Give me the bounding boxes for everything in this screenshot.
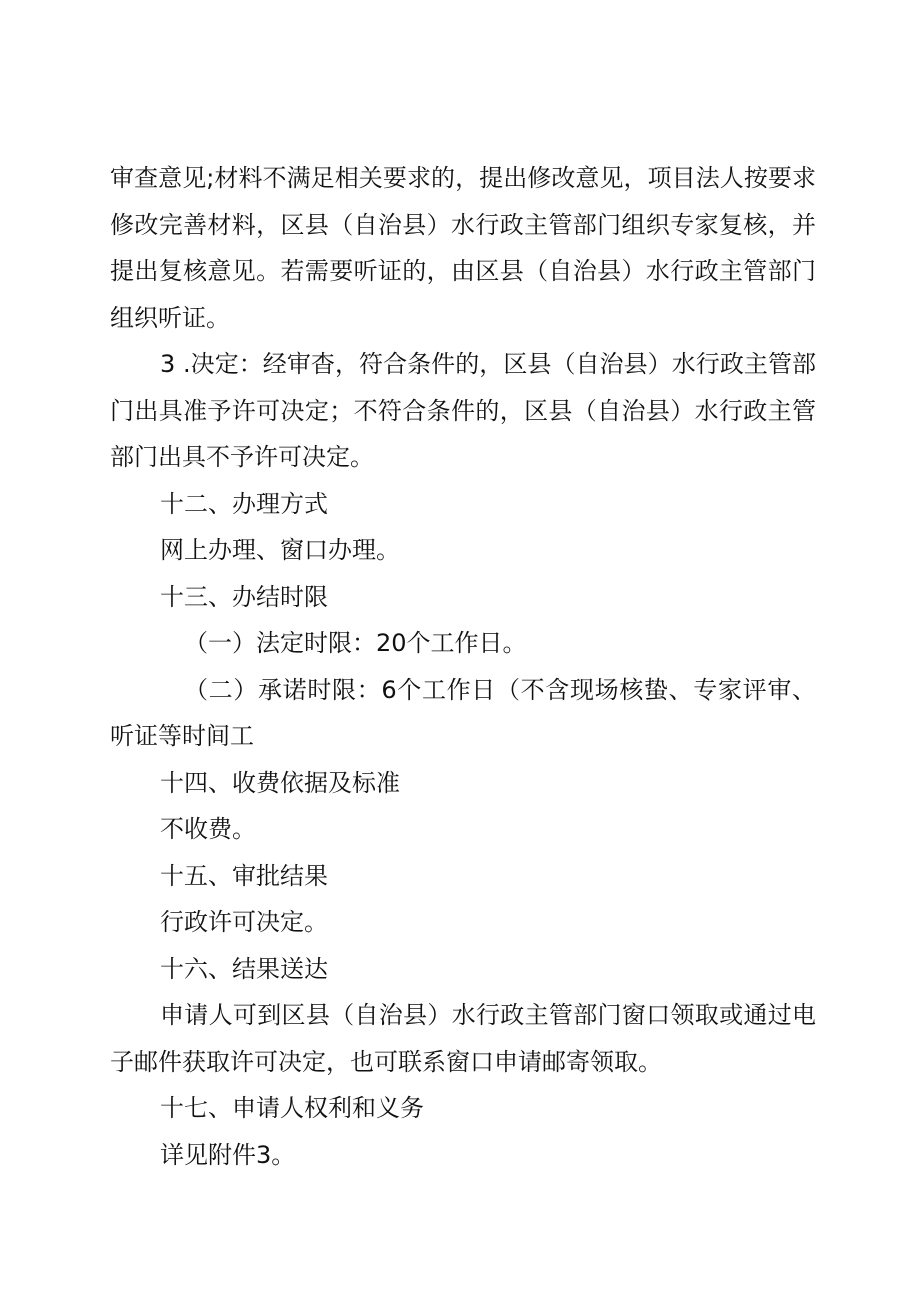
paragraph-handling-method: 网上办理、窗口办理。	[160, 536, 400, 564]
paragraph-review-opinion: 审查意见;材料不满足相关要求的，提出修改意见，项目法人按要求修改完善材料，区县（自治县）水行政主管部门组织专家复核，并提出复核意见。若需要听证的，由区县（自治县）水行政主管部门组织听证。	[110, 164, 816, 332]
heading-applicant-rights: 十七、申请人权利和义务	[160, 1094, 424, 1122]
heading-result-delivery: 十六、结果送达	[160, 954, 328, 983]
heading-handling-method: 十二、办理方式	[160, 489, 328, 518]
paragraph-result-delivery: 申请人可到区县（自治县）水行政主管部门窗口领取或通过电子邮件获取许可决定，也可联系窗口申请邮寄领取。	[110, 1001, 816, 1076]
paragraph-promised-time-limit: （二）承诺时限：6个工作日（不含现场核蛰、专家评审、听证等时间工	[110, 675, 816, 750]
heading-time-limit: 十三、办结时限	[160, 582, 328, 611]
paragraph-approval-result: 行政许可决定。	[160, 908, 328, 936]
paragraph-applicant-rights: 详见附件3。	[160, 1140, 296, 1169]
heading-fee-basis: 十四、收费依据及标准	[160, 768, 400, 797]
heading-approval-result: 十五、审批结果	[160, 861, 328, 890]
paragraph-legal-time-limit: （一）法定时限：20个工作日。	[184, 629, 527, 657]
paragraph-decision: 3 .决定：经审杳，符合条件的，区县（自治县）水行政主管部门出具准予许可决定；不符合条件的，区县（自治县）水行政主管部门出具不予许可决定。	[110, 350, 816, 471]
document-body	[110, 155, 816, 1178]
paragraph-fee: 不收费。	[160, 815, 256, 843]
